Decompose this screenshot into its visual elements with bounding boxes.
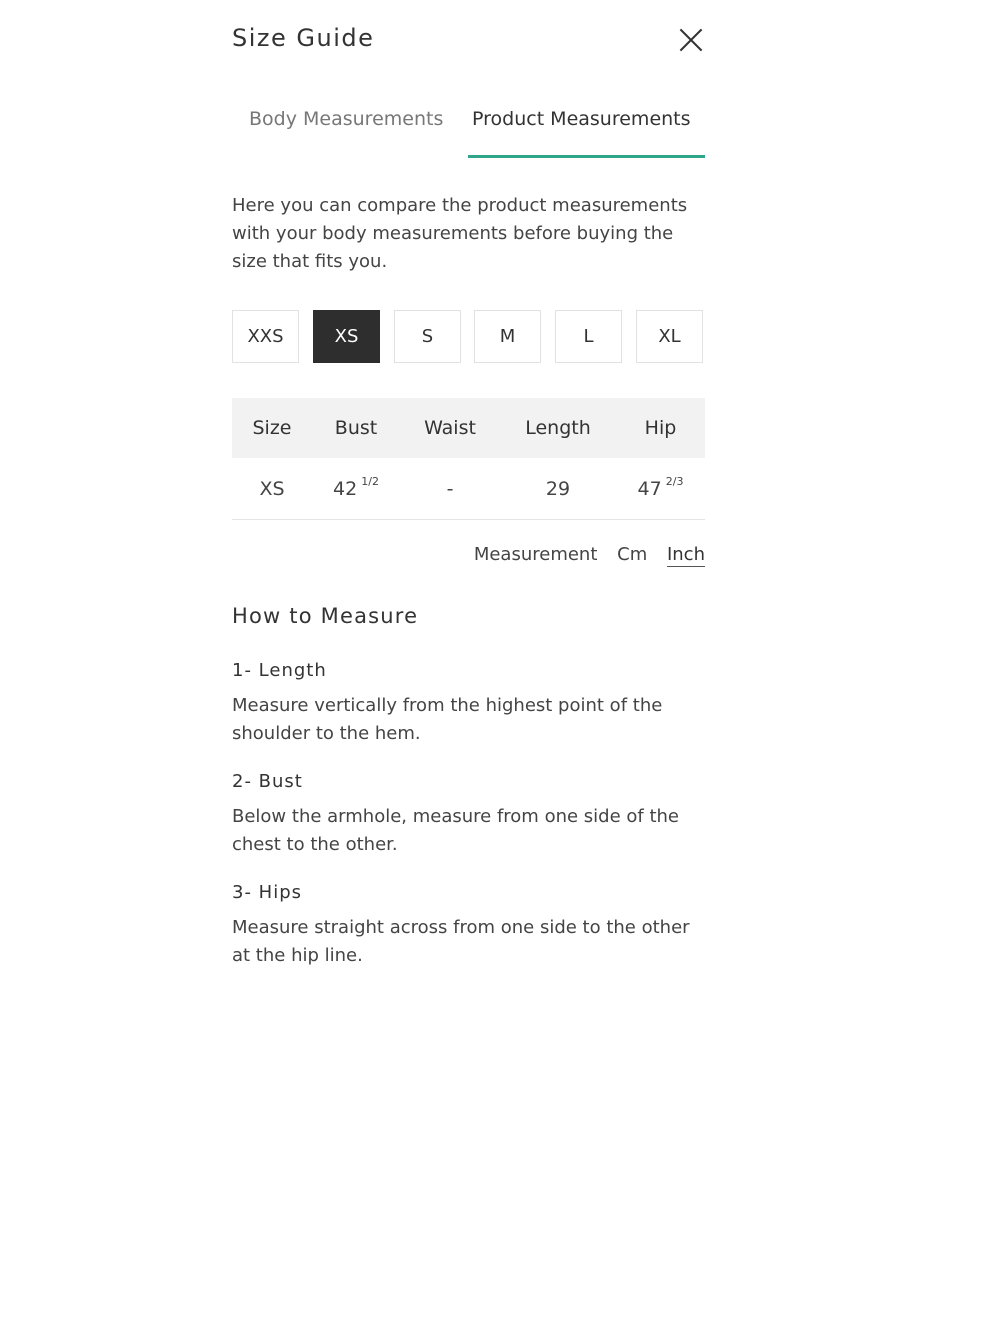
step-desc-length: Measure vertically from the highest point of the shoulder to the hem. <box>232 695 663 744</box>
how-to-measure-title: How to Measure <box>232 604 419 628</box>
size-guide-modal <box>232 0 705 966</box>
size-option-xxs[interactable]: XXS <box>232 310 299 363</box>
cell-length: 29 <box>545 477 571 500</box>
size-option-l[interactable]: L <box>555 310 622 363</box>
intro-text: Here you can compare the product measurements with your body measurements before buying the size that fits you. <box>232 195 688 272</box>
header-waist: Waist <box>424 417 476 439</box>
bust-value: 42 <box>333 477 358 500</box>
step-title-length: 1- Length <box>232 660 327 681</box>
size-option-m[interactable]: M <box>474 310 541 363</box>
close-icon[interactable] <box>677 26 705 54</box>
table-row <box>232 458 705 520</box>
modal-title: Size Guide <box>232 24 375 52</box>
header-bust: Bust <box>334 417 378 439</box>
size-option-xl[interactable]: XL <box>636 310 703 363</box>
cell-size: XS <box>259 477 285 500</box>
measurement-table <box>232 398 705 520</box>
step-title-bust: 2- Bust <box>232 771 303 792</box>
cell-hip <box>616 458 705 519</box>
header-hip: Hip <box>644 417 677 439</box>
modal-header <box>232 0 705 80</box>
tab-bar <box>232 98 705 160</box>
step-title-hips: 3- Hips <box>232 882 303 903</box>
unit-label: Measurement <box>473 544 598 565</box>
tab-product-measurements[interactable]: Product Measurements <box>472 108 691 130</box>
active-tab-indicator <box>468 155 705 158</box>
hip-value: 47 <box>637 477 662 500</box>
hip-fraction: 2/3 <box>665 475 684 488</box>
step-desc-hips: Measure straight across from one side to the other at the hip line. <box>232 917 690 966</box>
header-length: Length <box>525 417 591 439</box>
size-option-s[interactable]: S <box>394 310 461 363</box>
bust-fraction: 1/2 <box>361 475 379 488</box>
table-header-row <box>232 398 705 458</box>
cell-bust <box>312 458 400 519</box>
tab-body-measurements[interactable]: Body Measurements <box>249 108 444 130</box>
size-selector <box>232 310 705 364</box>
unit-switcher <box>474 544 705 565</box>
cell-waist: - <box>446 477 454 500</box>
unit-option-cm[interactable]: Cm <box>617 544 648 565</box>
size-option-xs[interactable]: XS <box>313 310 380 363</box>
step-desc-bust: Below the armhole, measure from one side of the chest to the other. <box>232 806 679 855</box>
header-size: Size <box>252 417 292 439</box>
unit-option-inch[interactable]: Inch <box>666 544 705 565</box>
